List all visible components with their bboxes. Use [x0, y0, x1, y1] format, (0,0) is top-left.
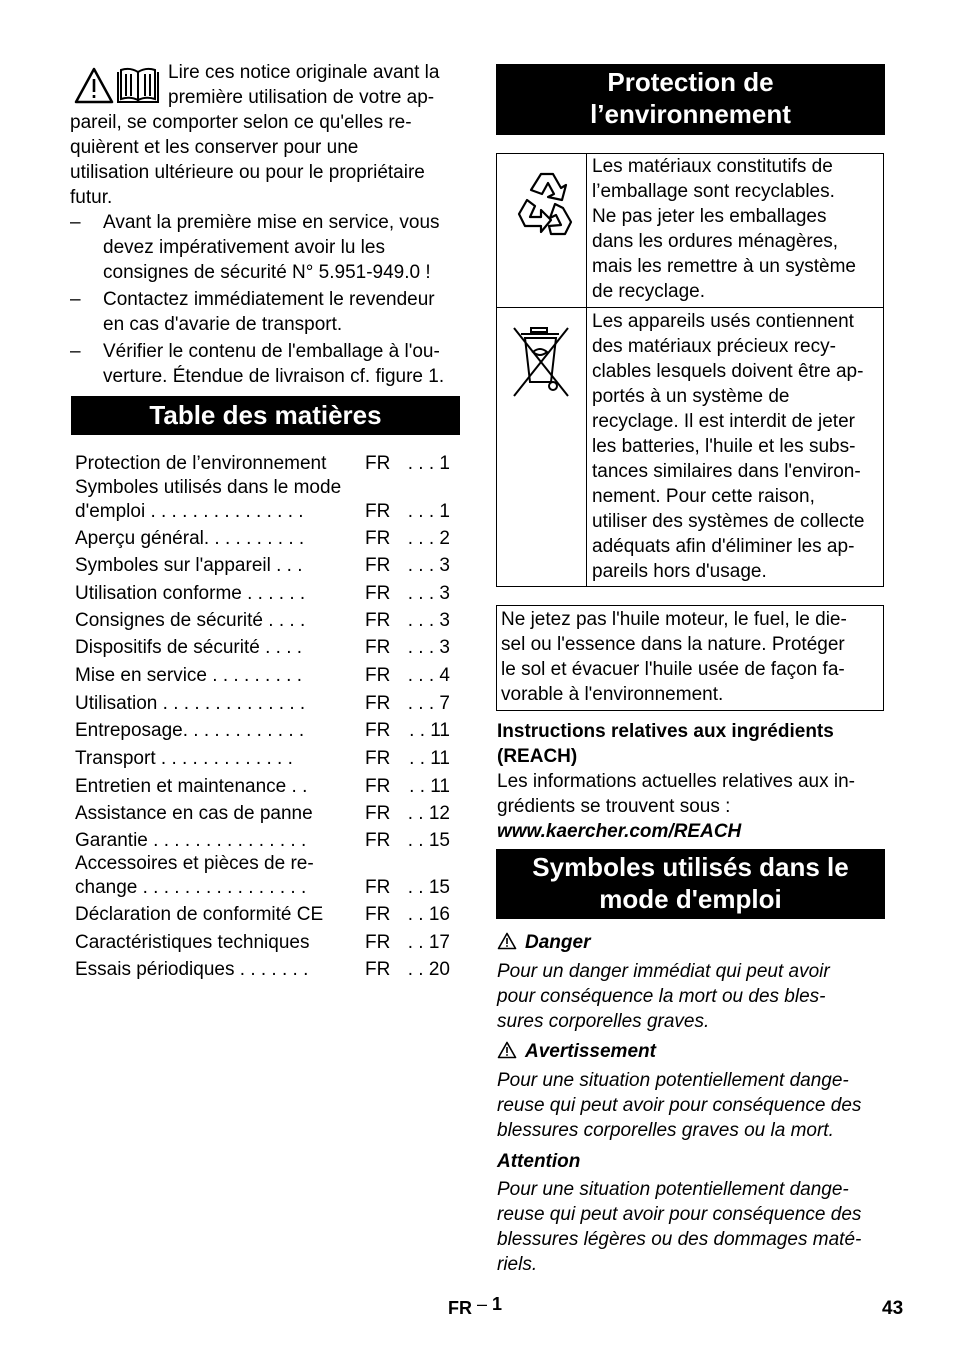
environment-heading — [496, 64, 885, 135]
bullet-line: en cas d'avarie de transport. — [103, 314, 343, 335]
symbols-heading — [496, 849, 885, 919]
toc-entry-label: Symboles utilisés dans le mode — [75, 477, 342, 498]
text-line: Instructions relatives aux ingrédients — [497, 721, 834, 742]
warning-manual-icon — [74, 66, 160, 106]
text-line: portés à un système de — [592, 386, 790, 407]
symbols-title-line: Symboles utilisés dans le — [532, 852, 849, 882]
toc-entry-label: Utilisation conforme . . . . . . — [75, 583, 306, 604]
toc-entry-page: . . 11 — [409, 720, 450, 741]
toc-entry-lang: FR — [365, 610, 391, 631]
toc-row[interactable] — [75, 930, 460, 956]
toc-entry-label: Symboles sur l'appareil . . . — [75, 555, 303, 576]
footer-label — [448, 1294, 503, 1319]
toc-entry-label: Transport . . . . . . . . . . . . . — [75, 748, 293, 769]
recycle-text — [592, 154, 882, 304]
text-line: grédients se trouvent sous : — [497, 796, 731, 817]
intro-bullet — [70, 287, 462, 337]
danger-label: Danger — [525, 932, 591, 953]
toc-entry-label: Accessoires et pièces de re- — [75, 853, 314, 874]
text-line: les batteries, l'huile et les subs- — [592, 436, 856, 457]
warning-triangle-icon — [497, 932, 517, 950]
toc-entry-lang: FR — [365, 637, 391, 658]
toc-heading — [71, 396, 460, 435]
oil-notice-box — [496, 605, 884, 711]
toc-entry-lang: FR — [365, 877, 391, 898]
crossed-bin-icon — [511, 324, 573, 400]
toc-entry-page: . . . 1 — [407, 501, 450, 522]
toc-entry-lang: FR — [365, 959, 391, 980]
text-line: reuse qui peut avoir pour conséquence des — [497, 1204, 862, 1225]
toc-entry-lang: FR — [365, 583, 391, 604]
warning-text — [497, 1068, 887, 1143]
toc-entry-lang: FR — [365, 748, 391, 769]
toc-row[interactable] — [75, 526, 460, 552]
toc-entry-lang: FR — [365, 803, 391, 824]
intro-bullet — [70, 210, 462, 285]
toc-row[interactable] — [75, 553, 460, 579]
toc-entry-page: . . . 3 — [407, 637, 450, 658]
text-line: Ne pas jeter les emballages — [592, 206, 827, 227]
toc-entry-label: Caractéristiques techniques — [75, 932, 310, 953]
bullet-line: devez impérativement avoir lu les — [103, 237, 385, 258]
toc-row[interactable] — [75, 477, 460, 525]
text-line: vorable à l'environnement. — [501, 684, 724, 705]
text-line: des matériaux précieux recy- — [592, 336, 836, 357]
toc-entry-page: . . . 4 — [407, 665, 450, 686]
toc-entry-lang: FR — [365, 904, 391, 925]
text-line: Les informations actuelles relatives aux in- — [497, 771, 856, 792]
toc-entry-page: . . 15 — [407, 830, 450, 851]
reach-link[interactable]: www.kaercher.com/REACH — [497, 821, 742, 842]
attention-label: Attention — [497, 1151, 581, 1172]
footer-sep: – — [477, 1294, 488, 1314]
toc-row[interactable] — [75, 581, 460, 607]
toc-entry-lang: FR — [365, 453, 391, 474]
text-line: de recyclage. — [592, 281, 706, 302]
toc-entry-label: Mise en service . . . . . . . . . — [75, 665, 303, 686]
toc-entry-lang: FR — [365, 932, 391, 953]
intro-line: utilisation ultérieure ou pour le propriétaire — [70, 162, 425, 183]
intro-bullet — [70, 339, 462, 389]
toc-entry-page: . . . 3 — [407, 610, 450, 631]
symbols-title-line: mode d'emploi — [599, 884, 782, 914]
environment-title-line: Protection de — [607, 67, 774, 97]
intro-line: Lire ces notice originale avant la — [168, 62, 440, 83]
text-line: nement. Pour cette raison, — [592, 486, 815, 507]
bullet-dash: – — [70, 212, 81, 233]
toc-entry-label: Entretien et maintenance . . — [75, 776, 308, 797]
text-line: reuse qui peut avoir pour conséquence des — [497, 1095, 862, 1116]
toc-entry-page: . . 20 — [407, 959, 450, 980]
page-number: 43 — [882, 1298, 904, 1319]
bullet-line: consignes de sécurité N° 5.951-949.0 ! — [103, 262, 431, 283]
toc-row[interactable] — [75, 774, 460, 800]
text-line: Pour une situation potentiellement dange- — [497, 1179, 849, 1200]
toc-entry-page: . . 16 — [407, 904, 450, 925]
toc-entry-lang: FR — [365, 830, 391, 851]
toc-row[interactable] — [75, 608, 460, 634]
intro-line: futur. — [70, 187, 113, 208]
text-line: le sol et évacuer l'huile usée de façon fa- — [501, 659, 845, 680]
bullet-line: verture. Étendue de livraison cf. figure 1. — [103, 366, 445, 387]
bullet-line: Vérifier le contenu de l'emballage à l'ou- — [103, 341, 440, 362]
text-line: pareils hors d'usage. — [592, 561, 767, 582]
text-line: Les appareils usés contiennent — [592, 311, 854, 332]
toc-entry-page: . . 11 — [409, 776, 450, 797]
toc-row[interactable] — [75, 451, 460, 477]
toc-entry-label: d'emploi . . . . . . . . . . . . . . . — [75, 501, 304, 522]
recycle-icon — [505, 170, 579, 246]
attention-text — [497, 1177, 887, 1277]
text-line: l’emballage sont recyclables. — [592, 181, 835, 202]
toc-entry-page: . . . 3 — [407, 583, 450, 604]
toc-entry-lang: FR — [365, 528, 391, 549]
text-line: riels. — [497, 1254, 538, 1275]
reach-text — [497, 769, 887, 844]
toc-row[interactable] — [75, 902, 460, 928]
footer-lang: FR — [448, 1298, 472, 1318]
toc-entry-label: Consignes de sécurité . . . . — [75, 610, 306, 631]
toc-entry-page: . . . 3 — [407, 555, 450, 576]
intro-line: première utilisation de votre ap- — [168, 87, 435, 108]
toc-row[interactable] — [75, 663, 460, 689]
toc-entry-lang: FR — [365, 665, 391, 686]
bullet-dash: – — [70, 341, 81, 362]
text-line: sures corporelles graves. — [497, 1011, 710, 1032]
toc-row[interactable] — [75, 801, 460, 827]
toc-entry-label: Dispositifs de sécurité . . . . — [75, 637, 303, 658]
text-line: blessures légères ou des dommages maté- — [497, 1229, 862, 1250]
toc-row[interactable] — [75, 746, 460, 772]
environment-table — [496, 153, 884, 587]
toc-entry-lang: FR — [365, 693, 391, 714]
toc-entry-lang: FR — [365, 720, 391, 741]
toc-entry-label: Entreposage. . . . . . . . . . . . — [75, 720, 305, 741]
bullet-dash: – — [70, 289, 81, 310]
danger-text — [497, 959, 887, 1034]
text-line: Ne jetez pas l'huile moteur, le fuel, le die- — [501, 609, 847, 630]
toc-title: Table des matières — [149, 400, 382, 430]
toc-row[interactable] — [75, 718, 460, 744]
toc-entry-page: . . 17 — [407, 932, 450, 953]
toc-entry-lang: FR — [365, 501, 391, 522]
text-line: utiliser des systèmes de collecte — [592, 511, 865, 532]
toc-entry-label: Protection de l’environnement — [75, 453, 327, 474]
manual-book-icon — [118, 69, 158, 102]
disposal-text — [592, 309, 882, 584]
text-line: tances similaires dans l'environ- — [592, 461, 861, 482]
text-line: Pour un danger immédiat qui peut avoir — [497, 961, 830, 982]
warning-heading — [497, 1039, 656, 1064]
text-line: sel ou l'essence dans la nature. Protéger — [501, 634, 845, 655]
text-line: dans les ordures ménagères, — [592, 231, 839, 252]
text-line: blessures corporelles graves ou la mort. — [497, 1120, 834, 1141]
toc-entry-page: . . . 1 — [407, 453, 450, 474]
text-line: pour conséquence la mort ou des bles- — [497, 986, 826, 1007]
intro-line: pareil, se comporter selon ce qu'elles re- — [70, 112, 412, 133]
text-line: recyclage. Il est interdit de jeter — [592, 411, 855, 432]
environment-title-line: l’environnement — [590, 99, 791, 129]
text-line: Les matériaux constitutifs de — [592, 156, 833, 177]
toc-entry-page: . . 12 — [407, 803, 450, 824]
bullet-line: Contactez immédiatement le revendeur — [103, 289, 435, 310]
text-line: Pour une situation potentiellement dange- — [497, 1070, 849, 1091]
text-line: mais les remettre à un système — [592, 256, 856, 277]
reach-title — [497, 719, 887, 769]
footer-num: 1 — [492, 1294, 503, 1314]
warning-label: Avertissement — [525, 1041, 656, 1062]
toc-entry-label: Aperçu général. . . . . . . . . . — [75, 528, 305, 549]
toc-entry-page: . . . 2 — [407, 528, 450, 549]
toc-entry-lang: FR — [365, 555, 391, 576]
text-line: (REACH) — [497, 746, 578, 767]
attention-heading — [497, 1149, 580, 1174]
toc-entry-label: Assistance en cas de panne — [75, 803, 313, 824]
toc-row[interactable] — [75, 635, 460, 661]
toc-entry-label: change . . . . . . . . . . . . . . . . — [75, 877, 307, 898]
intro-line: quièrent et les conserver pour une — [70, 137, 359, 158]
toc-entry-page: . . 11 — [409, 748, 450, 769]
bullet-line: Avant la première mise en service, vous — [103, 212, 440, 233]
toc-row[interactable] — [75, 957, 460, 983]
warning-triangle-icon — [76, 69, 112, 102]
warning-triangle-icon — [497, 1041, 517, 1059]
danger-heading — [497, 930, 590, 955]
text-line: clables lesquels doivent être ap- — [592, 361, 864, 382]
toc-entry-page: . . 15 — [407, 877, 450, 898]
text-line: adéquats afin d'éliminer les ap- — [592, 536, 855, 557]
toc-entry-label: Utilisation . . . . . . . . . . . . . . — [75, 693, 306, 714]
toc-entry-label: Essais périodiques . . . . . . . — [75, 959, 309, 980]
toc-entry-page: . . . 7 — [407, 693, 450, 714]
toc-entry-label: Déclaration de conformité CE — [75, 904, 324, 925]
toc-row[interactable] — [75, 691, 460, 717]
toc-entry-lang: FR — [365, 776, 391, 797]
toc-entry-label: Garantie . . . . . . . . . . . . . . . — [75, 830, 307, 851]
toc-row[interactable] — [75, 853, 460, 901]
